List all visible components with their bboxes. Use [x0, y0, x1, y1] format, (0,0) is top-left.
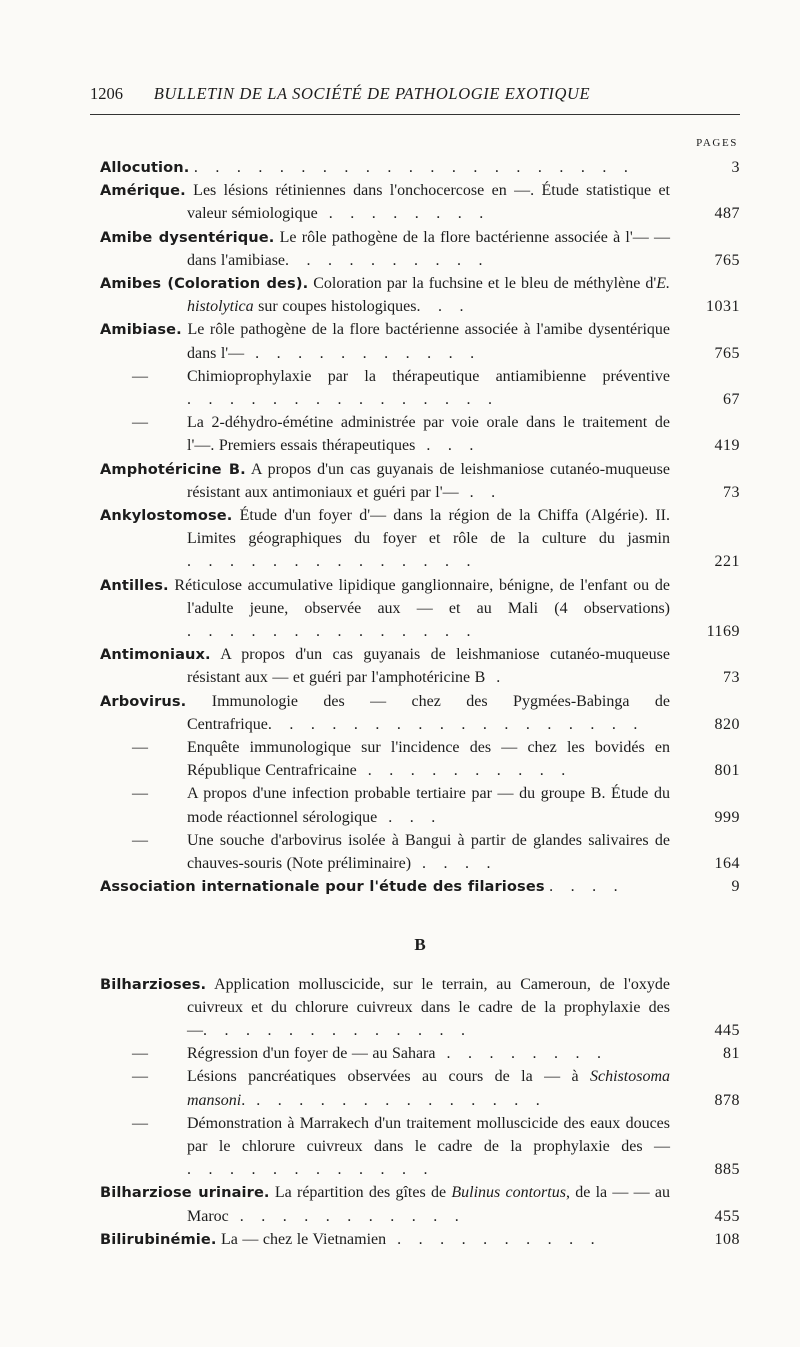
- dot-leader: . . . . . . . . . . . . . .: [245, 1091, 547, 1109]
- entry-text: A propos d'un cas guyanais de leishmaniose cutanéo-muqueuse résistant aux antimoniaux et guéri par l'—: [187, 460, 670, 501]
- entry-heading: Bilharzioses.: [100, 975, 207, 993]
- subject-index: [100, 156, 740, 1251]
- page-reference: 1169: [706, 623, 740, 641]
- index-subentry: [100, 829, 740, 875]
- dot-leader: . . . .: [549, 878, 625, 896]
- entry-text: sur coupes histologiques: [253, 298, 417, 316]
- page-reference: 73: [723, 483, 740, 501]
- page-reference: 67: [723, 391, 740, 409]
- entry-text: Chimioprophylaxie par la thérapeutique antiamibienne préventive: [187, 367, 670, 385]
- index-section-a: [100, 156, 740, 899]
- index-entry: [100, 1228, 740, 1251]
- entry-italic-name: Bulinus contortus: [451, 1184, 566, 1202]
- entry-heading: Antimoniaux.: [100, 646, 211, 664]
- index-subentry: [100, 365, 740, 411]
- index-entry: [100, 179, 740, 225]
- entry-text: La répartition des gîtes de: [274, 1184, 452, 1202]
- entry-heading: Amibe dysentérique.: [100, 228, 275, 246]
- dot-leader: . . . . . . . . . . .: [244, 344, 481, 362]
- index-subentry: [100, 411, 740, 457]
- dot-leader: . . . . . . . . . .: [285, 251, 490, 269]
- dot-leader: . . .: [415, 437, 480, 455]
- entry-heading: Antilles.: [100, 576, 169, 594]
- dot-leader: . . . . . . . . . . . . . .: [187, 553, 477, 571]
- page-reference: 801: [714, 762, 740, 780]
- entry-text: Coloration par la fuchsine et le bleu de méthylène d': [313, 275, 657, 293]
- page-reference: 820: [714, 715, 740, 733]
- entry-text: Le rôle pathogène de la flore bactérienne associée à l'amibe dysentérique dans l'—: [187, 321, 671, 362]
- index-entry: [100, 690, 740, 736]
- entry-text: La — chez le Vietnamien: [221, 1230, 387, 1248]
- index-subentry: [100, 1112, 740, 1182]
- entry-heading: Amérique.: [100, 182, 186, 200]
- dot-leader: . . .: [377, 808, 442, 826]
- entry-heading: Ankylostomose.: [100, 507, 233, 525]
- index-entry: [100, 504, 740, 574]
- entry-text: .: [241, 1091, 246, 1109]
- dot-leader: . .: [458, 483, 502, 501]
- entry-heading: Allocution.: [100, 159, 190, 176]
- dot-leader: . . . . . . . .: [317, 205, 490, 223]
- index-subentry: [100, 1042, 740, 1065]
- entry-text: Le rôle pathogène de la flore bactérienne associée à l'— — dans l'amibiase: [187, 228, 671, 269]
- index-entry: [100, 458, 740, 504]
- entry-italic-name: Schistosoma mansoni: [187, 1068, 670, 1109]
- dot-leader: . . . . . . . . . . . . .: [203, 1021, 472, 1039]
- entry-heading: Bilirubinémie.: [100, 1230, 217, 1248]
- page-reference: 765: [714, 251, 740, 269]
- index-entry: [100, 1181, 740, 1227]
- repeat-dash: —: [132, 831, 148, 849]
- index-entry: [100, 875, 740, 898]
- entry-text: Enquête immunologique sur l'incidence des — chez les bovidés en République Centrafricaine: [187, 739, 670, 780]
- index-subentry: [100, 1065, 740, 1111]
- repeat-dash: —: [132, 1114, 148, 1132]
- page-reference: 81: [723, 1045, 740, 1063]
- page-reference: 999: [714, 808, 740, 826]
- dot-leader: . . . .: [411, 855, 498, 873]
- entry-text: Immunologie des — chez des Pygmées-Babinga de Centrafrique: [187, 692, 671, 733]
- entry-heading: Amibes (Coloration des).: [100, 275, 309, 293]
- dot-leader: . . . . . . . .: [435, 1045, 608, 1063]
- repeat-dash: —: [132, 414, 148, 432]
- index-subentry: [100, 736, 740, 782]
- page-reference: 108: [714, 1230, 740, 1248]
- dot-leader: . . . . . . . . . . . . . .: [187, 623, 477, 641]
- repeat-dash: —: [132, 785, 148, 803]
- index-entry: [100, 156, 740, 179]
- page-reference: 73: [723, 669, 740, 687]
- entry-text: Lésions pancréatiques observées au cours de la — à: [187, 1068, 590, 1086]
- page-reference: 164: [714, 855, 740, 873]
- repeat-dash: —: [132, 1045, 148, 1063]
- index-entry: [100, 226, 740, 272]
- entry-text: Étude d'un foyer d'— dans la région de la Chiffa (Algérie). II. Limites géographiques du foyer et rôle de la culture du jasmin: [187, 507, 671, 548]
- page-reference: 765: [714, 344, 740, 362]
- dot-leader: .: [485, 669, 507, 687]
- dot-leader: . . . . . . . . . .: [386, 1230, 602, 1248]
- entry-heading: Amphotéricine B.: [100, 460, 246, 478]
- index-entry: [100, 318, 740, 364]
- page-reference: 419: [714, 437, 740, 455]
- page-reference: 885: [714, 1161, 740, 1179]
- index-entry: [100, 643, 740, 689]
- dot-leader: . . . . . . . . . . . . . . . . . . . . .: [193, 159, 635, 176]
- page-reference: 3: [731, 159, 740, 176]
- entry-heading: Arbovirus.: [100, 692, 187, 710]
- page-reference: 221: [714, 553, 740, 571]
- page-reference: 1031: [706, 298, 740, 316]
- repeat-dash: —: [132, 739, 148, 757]
- entry-heading: Amibiase.: [100, 321, 182, 339]
- entry-text: Régression d'un foyer de — au Sahara: [187, 1045, 436, 1063]
- entry-text: Démonstration à Marrakech d'un traitement molluscicide des eaux douces par le chlorure cuivreux dans le cadre de la prophylaxie des —: [187, 1114, 670, 1155]
- pages-column-label: PAGES: [696, 137, 738, 149]
- entry-heading: Bilharziose urinaire.: [100, 1184, 270, 1202]
- dot-leader: . . . . . . . . . . .: [228, 1207, 466, 1225]
- entry-text: Les lésions rétiniennes dans l'onchocercose en —. Étude statistique et valeur sémiologique: [187, 182, 670, 223]
- entry-text: A propos d'une infection probable tertiaire par — du groupe B. Étude du mode réactionnel sérologique: [187, 785, 670, 826]
- dot-leader: . . .: [416, 298, 470, 316]
- journal-title: BULLETIN DE LA SOCIÉTÉ DE PATHOLOGIE EXOTIQUE: [153, 84, 591, 103]
- entry-text: A propos d'un cas guyanais de leishmaniose cutanéo-muqueuse résistant aux — et guéri par l'amphotéricine B: [187, 646, 670, 687]
- repeat-dash: —: [132, 1068, 148, 1086]
- repeat-dash: —: [132, 367, 148, 385]
- entry-heading: Association internationale pour l'étude des filarioses: [100, 878, 545, 896]
- section-letter: B: [414, 934, 426, 954]
- entry-text: Application molluscicide, sur le terrain, au Cameroun, de l'oxyde cuivreux et du chlorure cuivreux dans le cadre de la prophylaxie des —: [187, 975, 670, 1039]
- page-reference: 445: [714, 1021, 740, 1039]
- entry-text: Réticulose accumulative lipidique ganglionnaire, bénigne, de l'enfant ou de l'adulte jeune, observée aux — et au Mali (4 observations): [174, 576, 670, 617]
- index-entry: [100, 973, 740, 1043]
- page-reference: 878: [714, 1091, 740, 1109]
- page-reference: 487: [714, 205, 740, 223]
- index-subentry: [100, 782, 740, 828]
- page-number: 1206: [90, 84, 123, 103]
- dot-leader: . . . . . . . . . . . . . . .: [187, 391, 499, 409]
- entry-text: , de la — — au Maroc: [187, 1184, 671, 1225]
- index-entry: [100, 272, 740, 318]
- entry-text: Une souche d'arbovirus isolée à Bangui à partir de glandes salivaires de chauves-souris (Note préliminaire): [187, 831, 670, 873]
- page-reference: 9: [731, 878, 740, 896]
- dot-leader: . . . . . . . . . . . . . . . . . .: [267, 715, 644, 733]
- dot-leader: . . . . . . . . . .: [356, 762, 572, 780]
- index-entry: [100, 574, 740, 644]
- dot-leader: . . . . . . . . . . . .: [187, 1161, 434, 1179]
- index-section-b: [100, 973, 740, 1251]
- running-header: [90, 84, 740, 115]
- page-reference: 455: [714, 1207, 740, 1225]
- entry-text: La 2-déhydro-émétine administrée par voie orale dans le traitement de l'—. Premiers essais thérapeutiques: [187, 414, 670, 455]
- entry-italic-name: E. histolytica: [187, 275, 670, 316]
